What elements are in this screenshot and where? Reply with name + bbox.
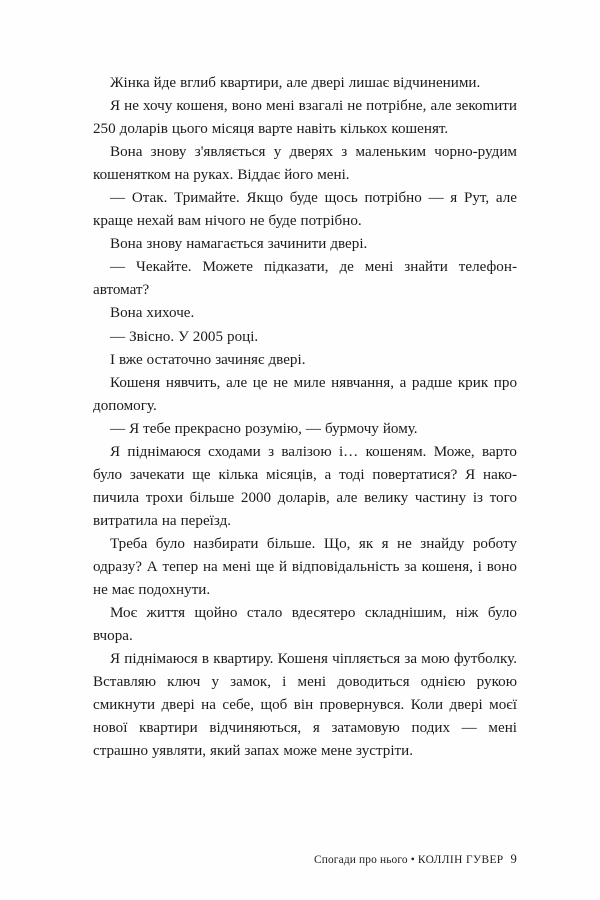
paragraph: — Отак. Тримайте. Якщо буде щось потрібно — я Рут, але краще нехай вам нічого не буде потрібно. — [93, 190, 517, 230]
paragraph: — Чекайте. Можете підказати, де мені знайти телефон-автомат? — [93, 259, 517, 299]
paragraph: — Звісно. У 2005 році. — [110, 328, 259, 345]
paragraph: Вона знову намагається зачинити двері. — [110, 236, 368, 253]
paragraph: Жінка йде вглиб квартири, але двері лишає відчиненими. — [110, 75, 481, 91]
footer-book-title: Спогади про нього — [313, 854, 408, 866]
paragraph: — Я тебе прекрасно розумію, — бурмочу йому. — [110, 420, 418, 437]
paragraph: Вона знову з'являється у дверях з маленьким чорно-рудим кошенятком на руках. Віддає його мені. — [93, 144, 517, 184]
page-footer — [93, 852, 517, 867]
paragraph: Кошеня нявчить, але це не миле нявчання, а радше крик про допомогу. — [93, 374, 517, 414]
paragraph: І вже остаточно зачиняє двері. — [110, 351, 306, 368]
paragraph: Я не хочу кошеня, воно мені взагалі не потрібне, але зекоmити 250 доларів цього місяця варте навіть кількох кошенят. — [93, 98, 517, 138]
paragraph: Вона хихоче. — [110, 305, 195, 322]
paragraph: Я піднімаюся в квартиру. Кошеня чіпляється за мою футболку. Вставляю ключ у замок, і мені доводиться однією рукою смикнути двері на себе, щоб він провернувся. Коли двері моєї нової квартири відчиняються, я затамовую подих — мені страшно уявляти, який запах може мене зустріти. — [93, 651, 517, 760]
page-number: 9 — [510, 852, 517, 866]
page-body-text — [93, 72, 517, 763]
paragraph: Моє життя щойно стало вдесятеро складнішим, ніж було вчора. — [93, 605, 517, 645]
paragraph: Я піднімаюся сходами з валізою і… кошеням. Може, варто було зачекати ще кілька місяців, а тоді повертатися? Я накопичила трохи більше 2000 доларів, але велику частину із того витратила на переїзд. — [93, 443, 517, 529]
footer-author-name: КОЛЛІН ГУВЕР — [417, 854, 504, 866]
paragraph: Треба було назбирати більше. Що, як я не знайду роботу одразу? А тепер на мені ще й відповідальність за кошеня, і воно не має подохнути. — [93, 535, 517, 599]
footer-separator-dot: • — [410, 854, 415, 866]
